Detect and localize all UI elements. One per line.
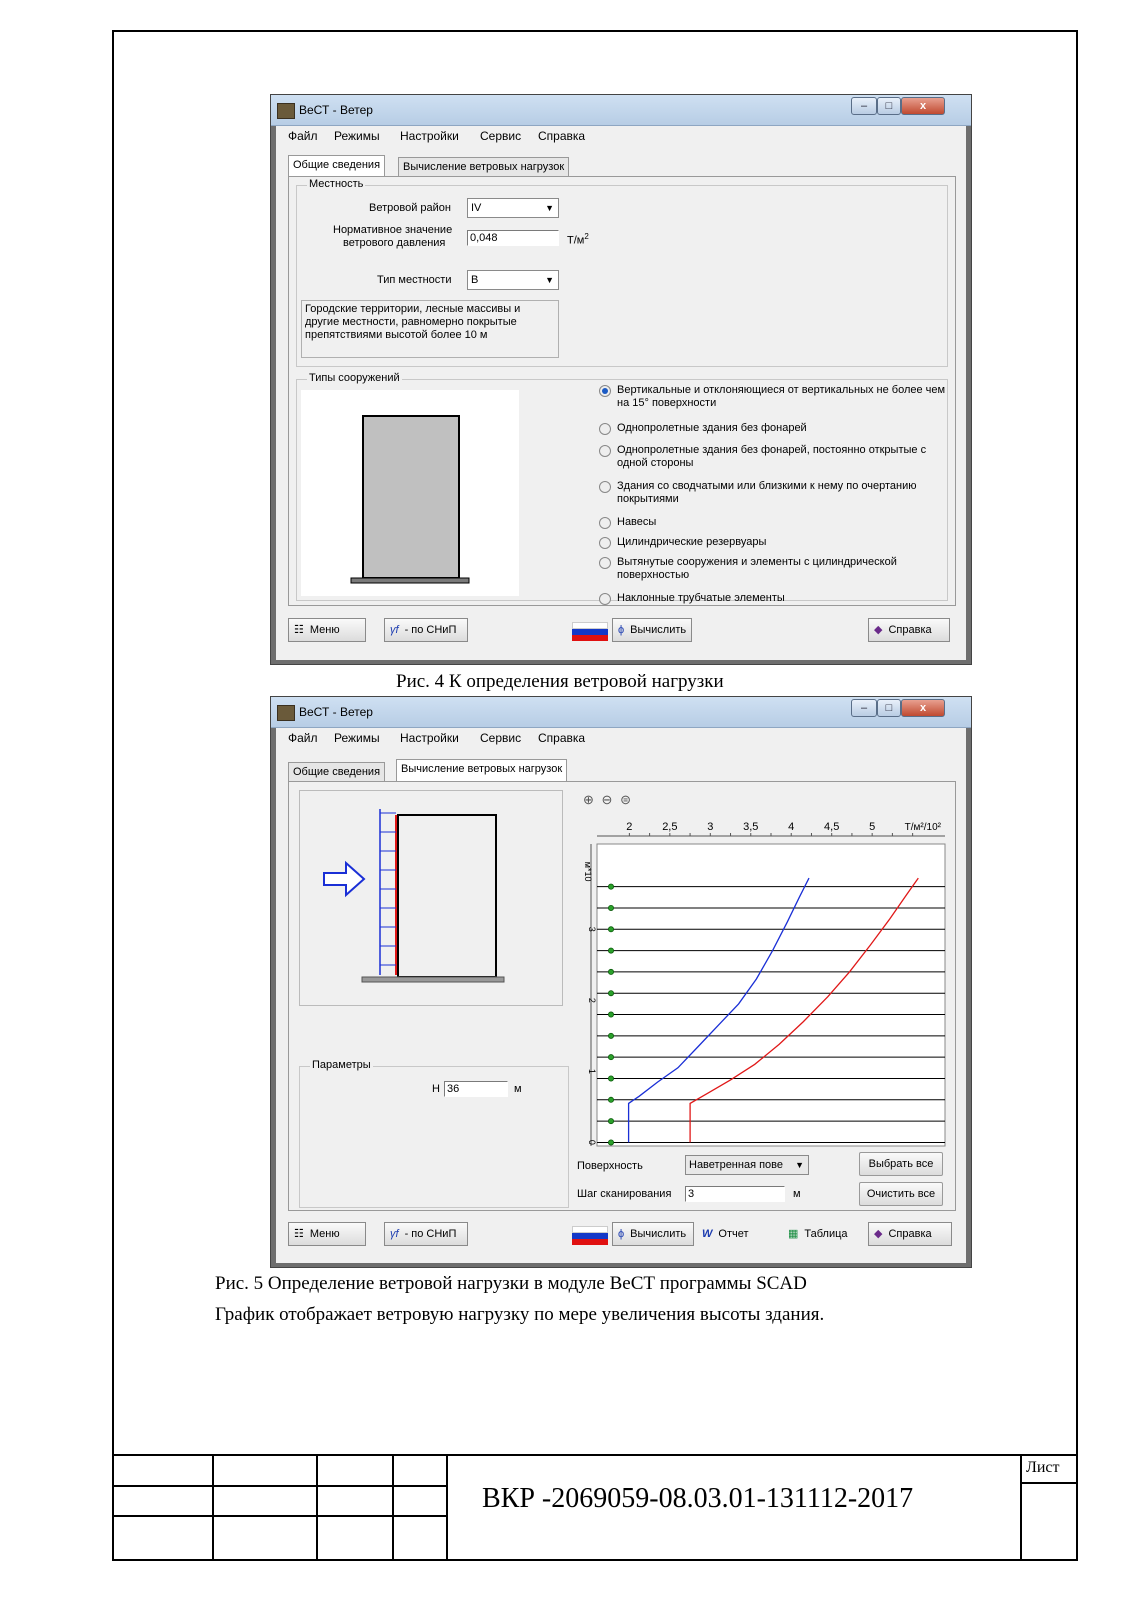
pressure-input[interactable]: 0,048 — [467, 230, 559, 246]
surface-select[interactable] — [685, 1155, 809, 1175]
level-marker — [608, 927, 613, 932]
level-marker — [608, 1055, 613, 1060]
menu-settings[interactable]: Настройки — [400, 731, 459, 745]
russian-flag-icon — [572, 622, 608, 640]
maximize-button[interactable]: □ — [877, 97, 901, 115]
level-marker — [608, 1012, 613, 1017]
close-button[interactable]: x — [901, 97, 945, 115]
x-tick-label: 3,5 — [743, 821, 759, 833]
structure-type-radio[interactable] — [597, 384, 947, 410]
wind-load-chart — [579, 806, 949, 1152]
radio-label: Однопролетные здания без фонарей, постоянно открытые с одной стороны — [617, 444, 927, 469]
menu-file[interactable]: Файл — [288, 129, 318, 143]
window-general-info — [270, 94, 972, 665]
level-marker — [608, 884, 613, 889]
x-tick-label: 4 — [788, 821, 795, 833]
zoom-reset-icon[interactable]: ⊜ — [620, 792, 631, 807]
structure-type-radio[interactable] — [597, 422, 947, 435]
menu-button[interactable]: ☷ Меню — [288, 618, 366, 642]
body-paragraph: График отображает ветровую нагрузку по мере увеличения высоты здания. — [215, 1304, 825, 1325]
zoom-out-icon[interactable]: ⊖ — [601, 792, 613, 807]
structure-type-radio[interactable] — [597, 556, 947, 582]
x-axis-label: Т/м²/10² — [904, 822, 941, 833]
gamma-icon: γf — [390, 1228, 399, 1240]
zoom-in-icon[interactable]: ⊕ — [583, 792, 594, 807]
chart-area — [579, 790, 949, 1152]
book-icon: ◆ — [874, 624, 883, 636]
structure-type-radio[interactable] — [597, 444, 947, 470]
menu-file[interactable]: Файл — [288, 731, 318, 745]
wind-region-value: IV — [471, 202, 482, 214]
x-tick-label: 3 — [707, 821, 714, 833]
load-schematic — [299, 790, 563, 1006]
russian-flag-icon — [572, 1226, 608, 1244]
minimize-button[interactable]: – — [851, 97, 877, 115]
menu-modes[interactable]: Режимы — [334, 129, 380, 143]
close-button[interactable]: x — [901, 699, 945, 717]
help-button[interactable]: ◆ Справка — [868, 618, 950, 642]
tab-panel — [288, 781, 956, 1211]
title-bar — [271, 697, 971, 728]
y-axis-label: м*10 — [583, 861, 593, 882]
scan-step-label: Шаг сканирования — [577, 1188, 672, 1200]
tab-general-info[interactable]: Общие сведения — [288, 155, 385, 177]
level-marker — [608, 1119, 613, 1124]
structure-types-label: Типы сооружений — [309, 372, 400, 384]
terrain-type-select[interactable] — [467, 270, 559, 290]
table-button[interactable]: ▦ Таблица — [782, 1222, 866, 1246]
maximize-button[interactable]: □ — [877, 699, 901, 717]
radio-icon — [599, 423, 611, 435]
app-icon — [277, 705, 295, 721]
table-icon: ▦ — [788, 1228, 799, 1240]
figure-5-caption: Рис. 5 Определение ветровой нагрузки в модуле ВеСТ программы SCAD — [215, 1273, 807, 1294]
window-title: ВеСТ - Ветер — [299, 705, 373, 719]
menu-help[interactable]: Справка — [538, 731, 586, 745]
chevron-down-icon: ▼ — [545, 203, 554, 213]
menu-bar — [276, 126, 966, 146]
snip-button[interactable]: γf - по СНиП — [384, 618, 468, 642]
minimize-button[interactable]: – — [851, 699, 877, 717]
pressure-label-2: ветрового давления — [343, 237, 446, 249]
load-schematic-image — [300, 791, 562, 1005]
figure-4-caption: Рис. 4 К определения ветровой нагрузки — [396, 671, 724, 692]
title-bar — [271, 95, 971, 126]
structure-types-group — [296, 372, 948, 604]
x-tick-label: 2,5 — [662, 821, 678, 833]
radio-label: Однопролетные здания без фонарей — [617, 422, 807, 434]
window-body — [276, 146, 966, 660]
radio-label: Вытянутые сооружения и элементы с цилиндрической поверхностью — [617, 556, 897, 581]
scan-step-input[interactable]: 3 — [685, 1186, 785, 1202]
structure-type-radio[interactable] — [597, 536, 947, 549]
level-marker — [608, 1140, 613, 1145]
x-tick-label: 4,5 — [824, 821, 840, 833]
radio-label: Цилиндрические резервуары — [617, 536, 767, 548]
level-marker — [608, 1097, 613, 1102]
menu-button[interactable]: ☷ Меню — [288, 1222, 366, 1246]
menu-bar — [276, 728, 966, 748]
menu-help[interactable]: Справка — [538, 129, 586, 143]
level-marker — [608, 969, 613, 974]
terrain-group — [296, 178, 948, 367]
y-tick-label: 3 — [587, 926, 597, 932]
level-marker — [608, 1076, 613, 1081]
chevron-down-icon: ▼ — [795, 1160, 804, 1170]
level-marker — [608, 1033, 613, 1038]
structure-type-radio[interactable] — [597, 592, 947, 605]
y-tick-label: 2 — [587, 997, 597, 1003]
radio-icon — [599, 593, 611, 605]
terrain-type-label: Тип местности — [377, 274, 452, 286]
menu-modes[interactable]: Режимы — [334, 731, 380, 745]
x-tick-label: 5 — [869, 821, 876, 833]
radio-icon — [599, 445, 611, 457]
level-marker — [608, 905, 613, 910]
tab-wind-loads[interactable]: Вычисление ветровых нагрузок — [396, 759, 567, 781]
radio-icon — [599, 537, 611, 549]
radio-icon — [599, 481, 611, 493]
terrain-description: Городские территории, лесные массивы и другие местности, равномерно покрытые препятствиями высотой более 10 м — [301, 300, 559, 358]
calc-icon: ϕ — [618, 624, 625, 636]
wind-region-select[interactable] — [467, 198, 559, 218]
radio-label: Здания со сводчатыми или близкими к нему по очертанию покрытиями — [617, 480, 917, 505]
surface-value: Наветренная пове — [689, 1159, 783, 1171]
menu-settings[interactable]: Настройки — [400, 129, 459, 143]
pressure-unit: $Т/м^2$ — [567, 232, 589, 247]
parameters-label: Параметры — [312, 1059, 371, 1071]
terrain-type-value: В — [471, 274, 479, 286]
level-marker — [608, 948, 613, 953]
app-icon — [277, 103, 295, 119]
radio-icon — [599, 517, 611, 529]
select-all-button[interactable]: Выбрать все — [859, 1152, 943, 1176]
menu-icon: ☷ — [294, 1228, 304, 1240]
menu-icon: ☷ — [294, 624, 304, 636]
scan-step-unit: м — [793, 1188, 801, 1200]
height-unit: м — [514, 1083, 522, 1095]
level-marker — [608, 991, 613, 996]
menu-service[interactable]: Сервис — [480, 731, 522, 745]
sheet-label: Лист — [1026, 1459, 1060, 1476]
calculate-button[interactable]: ϕ Вычислить — [612, 1222, 694, 1246]
structure-type-radio[interactable] — [597, 480, 947, 506]
structure-type-radio[interactable] — [597, 516, 947, 529]
radio-icon — [599, 557, 611, 569]
radio-label: Навесы — [617, 516, 657, 528]
radio-icon — [599, 385, 611, 397]
help-button[interactable]: ◆ Справка — [868, 1222, 952, 1246]
tab-panel — [288, 176, 956, 606]
height-input[interactable]: 36 — [444, 1081, 508, 1097]
snip-button[interactable]: γf - по СНиП — [384, 1222, 468, 1246]
calc-icon: ϕ — [618, 1228, 625, 1240]
pressure-label-1: Нормативное значение — [333, 224, 453, 236]
chevron-down-icon: ▼ — [545, 275, 554, 285]
x-tick-label: 2 — [626, 821, 633, 833]
gamma-icon: γf — [390, 624, 399, 636]
clear-all-button[interactable]: Очистить все — [859, 1182, 943, 1206]
document-code: ВКР -2069059-08.03.01-131112-2017 — [482, 1483, 914, 1514]
radio-label: Наклонные трубчатые элементы — [617, 592, 785, 604]
report-button[interactable]: W Отчет — [696, 1222, 774, 1246]
wind-region-label: Ветровой район — [369, 202, 451, 214]
window-wind-loads — [270, 696, 972, 1268]
y-tick-label: 1 — [587, 1068, 597, 1074]
parameters-group — [299, 1059, 569, 1208]
window-title: ВеСТ - Ветер — [299, 103, 373, 117]
surface-label: Поверхность — [577, 1160, 643, 1172]
book-icon: ◆ — [874, 1228, 883, 1240]
report-icon: W — [702, 1228, 713, 1240]
calculate-button[interactable]: ϕ Вычислить — [612, 618, 692, 642]
height-label: H — [432, 1083, 440, 1095]
menu-service[interactable]: Сервис — [480, 129, 522, 143]
building-preview-image — [301, 390, 519, 596]
radio-label: Вертикальные и отклоняющиеся от вертикальных не более чем на 15° поверхности — [617, 384, 946, 409]
window-body — [276, 748, 966, 1263]
plot-background — [597, 844, 945, 1146]
tab-wind-loads[interactable]: Вычисление ветровых нагрузок — [398, 157, 569, 177]
structure-preview — [301, 390, 519, 596]
terrain-group-label: Местность — [309, 178, 364, 190]
tab-general-info[interactable]: Общие сведения — [288, 762, 385, 782]
y-tick-label: 0 — [587, 1139, 597, 1145]
